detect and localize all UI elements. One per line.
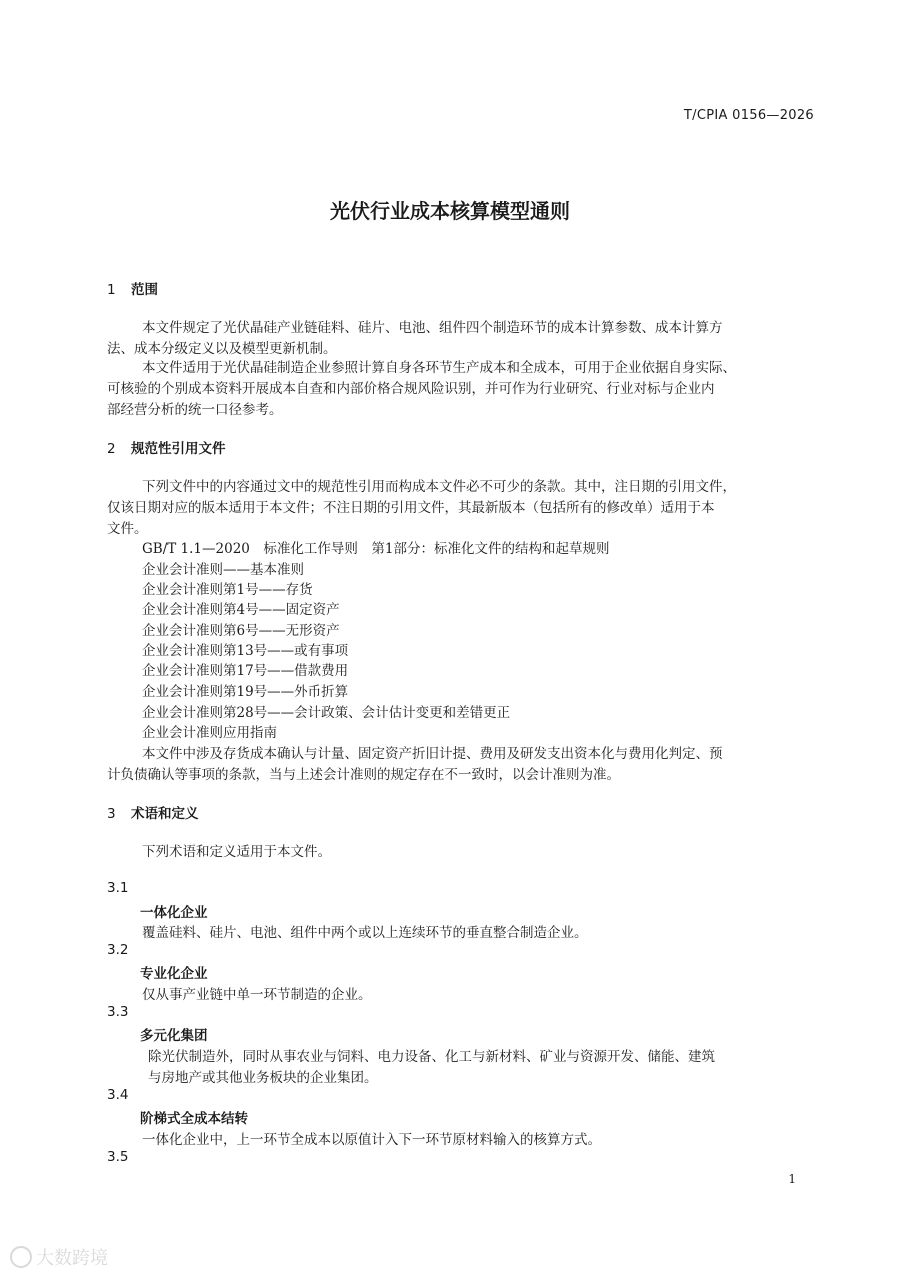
page-number: 1	[788, 1172, 796, 1186]
section-number: 1	[107, 282, 116, 298]
section-title: 规范性引用文件	[131, 441, 226, 457]
term-definition-line-2: 与房地产或其他业务板块的企业集团。	[148, 1070, 378, 1086]
scope-paragraph-2-line-1: 本文件适用于光伏晶硅制造企业参照计算自身各环节生产成本和全成本，可用于企业依据自身实际、	[142, 360, 736, 376]
section-number: 2	[107, 441, 116, 457]
scope-paragraph-1-line-1: 本文件规定了光伏晶硅产业链硅料、硅片、电池、组件四个制造环节的成本计算参数、成本计算方	[142, 320, 723, 336]
reference-item: 企业会计准则第1号——存货	[142, 582, 313, 598]
reference-item: 企业会计准则第17号——借款费用	[142, 663, 349, 679]
term-name: 多元化集团	[140, 1028, 208, 1044]
reference-item: 企业会计准则第4号——固定资产	[142, 602, 340, 618]
document-code: T/CPIA 0156—2026	[683, 108, 814, 123]
scope-paragraph-2-line-2: 可核验的个别成本资料开展成本自查和内部价格合规风险识别，并可作为行业研究、行业对标与企业内	[107, 381, 715, 397]
scope-paragraph-2-line-3: 部经营分析的统一口径参考。	[107, 402, 283, 418]
term-definition-line-1: 除光伏制造外，同时从事农业与饲料、电力设备、化工与新材料、矿业与资源开发、储能、建筑	[148, 1049, 715, 1065]
references-intro-line-2: 仅该日期对应的版本适用于本文件；不注日期的引用文件，其最新版本（包括所有的修改单）适用于本	[107, 500, 715, 516]
terms-intro: 下列术语和定义适用于本文件。	[142, 844, 331, 860]
term-number: 3.5	[107, 1149, 129, 1165]
watermark-logo-icon	[10, 1246, 32, 1268]
reference-item: 企业会计准则应用指南	[142, 725, 277, 741]
reference-item: 企业会计准则——基本准则	[142, 562, 304, 578]
references-note-line-2: 计负债确认等事项的条款，当与上述会计准则的规定存在不一致时，以会计准则为准。	[107, 767, 620, 783]
section-heading-references	[107, 437, 226, 457]
term-definition: 一体化企业中，上一环节全成本以原值计入下一环节原材料输入的核算方式。	[142, 1132, 601, 1148]
references-note-line-1: 本文件中涉及存货成本确认与计量、固定资产折旧计提、费用及研发支出资本化与费用化判定、预	[142, 746, 723, 762]
section-number: 3	[107, 806, 116, 822]
term-name: 阶梯式全成本结转	[140, 1111, 248, 1127]
reference-item: 企业会计准则第6号——无形资产	[142, 623, 340, 639]
references-intro-line-3: 文件。	[107, 521, 148, 537]
watermark	[10, 1244, 108, 1270]
reference-item: GB/T 1.1—2020 标准化工作导则 第1部分：标准化文件的结构和起草规则	[142, 541, 610, 557]
section-title: 术语和定义	[131, 806, 199, 822]
term-number: 3.4	[107, 1087, 129, 1103]
term-name: 一体化企业	[140, 905, 208, 921]
document-title: 光伏行业成本核算模型通则	[330, 199, 570, 223]
section-title: 范围	[131, 282, 158, 298]
watermark-text: 大数跨境	[36, 1248, 108, 1269]
section-heading-terms	[107, 802, 199, 822]
references-intro-line-1: 下列文件中的内容通过文中的规范性引用而构成本文件必不可少的条款。其中，注日期的引用文件，	[142, 479, 736, 495]
reference-item: 企业会计准则第28号——会计政策、会计估计变更和差错更正	[142, 705, 511, 721]
section-heading-scope	[107, 278, 158, 298]
term-name: 专业化企业	[140, 966, 208, 982]
reference-item: 企业会计准则第19号——外币折算	[142, 684, 349, 700]
term-number: 3.3	[107, 1004, 129, 1020]
reference-item: 企业会计准则第13号——或有事项	[142, 643, 349, 659]
term-number: 3.1	[107, 880, 129, 896]
scope-paragraph-1-line-2: 法、成本分级定义以及模型更新机制。	[107, 341, 337, 357]
term-definition: 覆盖硅料、硅片、电池、组件中两个或以上连续环节的垂直整合制造企业。	[142, 925, 588, 941]
term-number: 3.2	[107, 942, 129, 958]
term-definition: 仅从事产业链中单一环节制造的企业。	[142, 987, 372, 1003]
